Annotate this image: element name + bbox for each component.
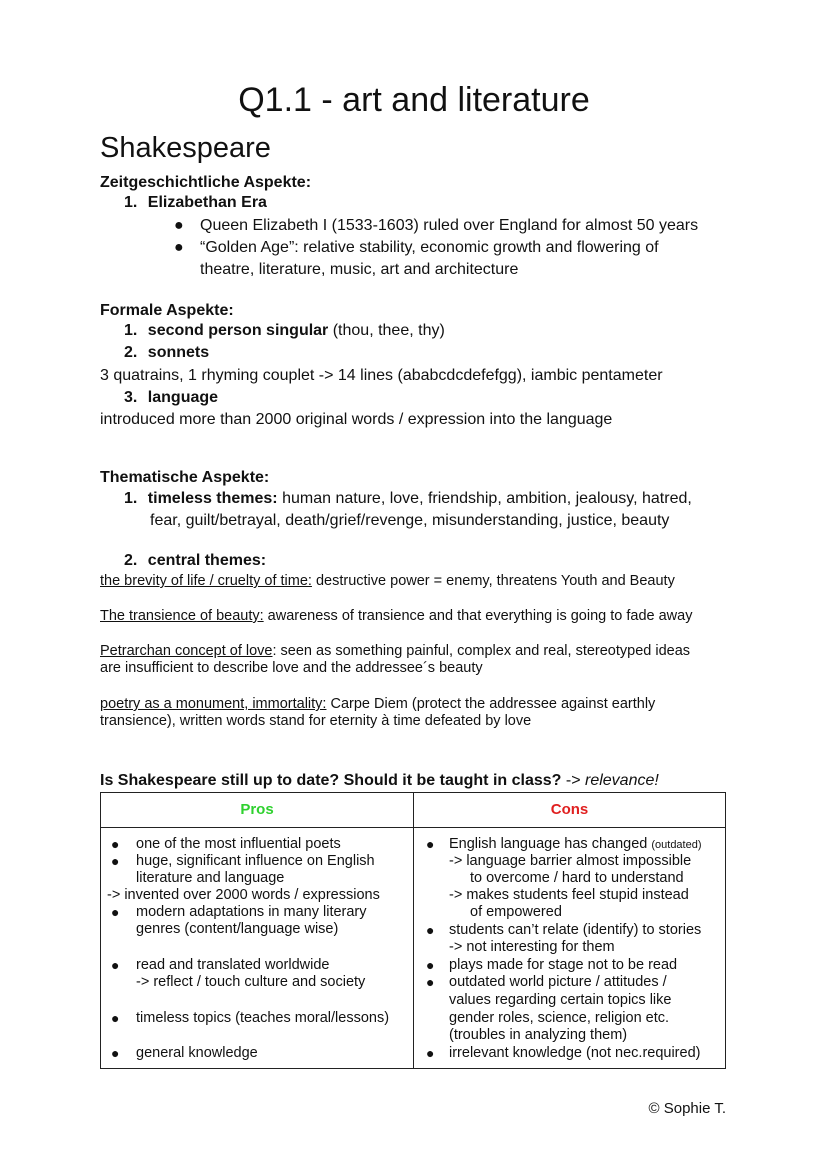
- bullet-icon: ●: [111, 904, 120, 920]
- pros-item: timeless topics (teaches moral/lessons): [136, 1010, 390, 1026]
- list-item-timeless-themes: [124, 488, 692, 510]
- bullet-text: “Golden Age”: relative stability, economic growth and flowering of: [200, 239, 659, 256]
- bullet-text: Queen Elizabeth I (1533-1603) ruled over England for almost 50 years: [200, 217, 699, 234]
- theme-text: awareness of transience and that everything is going to fade away: [263, 608, 693, 624]
- pros-item: huge, significant influence on English: [136, 853, 375, 869]
- list-text-continued: fear, guilt/betrayal, death/grief/revenge, misunderstanding, justice, beauty: [150, 512, 670, 529]
- bullet-item: [174, 215, 698, 237]
- cons-item: students can’t relate (identify) to stories: [449, 922, 702, 938]
- list-number: 3.: [124, 389, 138, 406]
- list-number: 2.: [124, 552, 138, 569]
- pros-header: Pros: [240, 801, 274, 818]
- bullet-icon: ●: [426, 1045, 435, 1061]
- list-item-sonnets: [124, 342, 209, 364]
- cons-item: irrelevant knowledge (not nec.required): [449, 1045, 701, 1061]
- language-description: introduced more than 2000 original words / expression into the language: [100, 411, 613, 428]
- bullet-icon: ●: [174, 217, 184, 234]
- bullet-icon: ●: [111, 957, 120, 973]
- theme-text-continued: transience), written words stand for eternity à time defeated by love: [100, 713, 532, 729]
- list-label: central themes:: [147, 552, 267, 569]
- bullet-icon: ●: [111, 836, 120, 852]
- pros-cell: [101, 828, 414, 1069]
- theme-text: : seen as something painful, complex and real, stereotyped ideas: [272, 643, 691, 659]
- pros-item: modern adaptations in many literary: [136, 904, 367, 920]
- page-title: Q1.1 - art and literature: [238, 81, 590, 119]
- pros-item: one of the most influential poets: [136, 836, 341, 852]
- list-label: Elizabethan Era: [147, 194, 267, 211]
- cons-header-cell: [414, 793, 726, 828]
- bullet-text-continued: theatre, literature, music, art and architecture: [200, 261, 519, 278]
- list-text: (thou, thee, thy): [328, 322, 445, 339]
- list-number: 2.: [124, 344, 138, 361]
- cons-cell: [414, 828, 726, 1069]
- pros-item-note: -> reflect / touch culture and society: [136, 974, 366, 990]
- bullet-icon: ●: [426, 957, 435, 973]
- cons-item: plays made for stage not to be read: [449, 957, 678, 973]
- theme-title: poetry as a monument, immortality:: [100, 696, 327, 712]
- bullet-icon: ●: [426, 974, 435, 990]
- section-title-shakespeare: Shakespeare: [100, 132, 271, 164]
- list-number: 1.: [124, 490, 138, 507]
- cons-item-small: (outdated): [651, 839, 702, 851]
- cons-item-note: -> makes students feel stupid instead: [449, 887, 689, 903]
- bullet-icon: ●: [111, 1010, 120, 1026]
- cons-item: outdated world picture / attitudes /: [449, 974, 667, 990]
- list-text: human nature, love, friendship, ambition, jealousy, hatred,: [277, 490, 692, 507]
- bullet-icon: ●: [174, 239, 184, 256]
- pros-item-continued: literature and language: [136, 870, 285, 886]
- theme-title: Petrarchan concept of love: [100, 643, 273, 659]
- cons-item-note: -> language barrier almost impossible: [449, 853, 692, 869]
- theme-title: The transience of beauty:: [100, 608, 264, 624]
- list-item-elizabethan-era: [124, 192, 267, 214]
- cons-item-continued: to overcome / hard to understand: [470, 870, 684, 886]
- theme-text: destructive power = enemy, threatens Youth and Beauty: [311, 573, 675, 589]
- bullet-icon: ●: [111, 1045, 120, 1061]
- cons-item-continued: gender roles, science, religion etc.: [449, 1010, 670, 1026]
- list-label: language: [147, 389, 219, 406]
- bullet-icon: ●: [426, 922, 435, 938]
- pros-item: general knowledge: [136, 1045, 258, 1061]
- cons-item-continued: (troubles in analyzing them): [449, 1027, 628, 1043]
- theme-transience-of-beauty: [100, 608, 692, 625]
- list-item-central-themes: [124, 550, 266, 572]
- list-number: 1.: [124, 194, 138, 211]
- cons-item-continued: of empowered: [470, 904, 562, 920]
- cons-item-continued: values regarding certain topics like: [449, 992, 672, 1008]
- heading-formale-aspekte: Formale Aspekte:: [100, 302, 234, 319]
- cons-item-text: English language has changed: [449, 836, 652, 852]
- theme-petrarchan-love: [100, 643, 690, 660]
- relevance-question: [100, 770, 659, 792]
- pros-header-cell: [101, 793, 414, 828]
- list-item-second-person: [124, 320, 445, 342]
- theme-text: Carpe Diem (protect the addressee against earthly: [326, 696, 656, 712]
- pros-cons-table: [100, 792, 726, 1069]
- cons-item: [449, 836, 702, 854]
- pros-item-continued: genres (content/language wise): [136, 921, 339, 937]
- list-item-language: [124, 387, 218, 409]
- bullet-icon: ●: [111, 853, 120, 869]
- heading-thematische-aspekte: Thematische Aspekte:: [100, 469, 270, 486]
- pros-item-note: -> invented over 2000 words / expressions: [107, 887, 380, 903]
- theme-text-continued: are insufficient to describe love and the addressee´s beauty: [100, 660, 483, 676]
- question-text: Is Shakespeare still up to date? Should it be taught in class?: [100, 772, 562, 789]
- arrow-text: ->: [561, 772, 585, 789]
- cons-item-note: -> not interesting for them: [449, 939, 615, 955]
- list-label: timeless themes:: [147, 490, 278, 507]
- copyright-footer: © Sophie T.: [648, 1100, 726, 1117]
- bullet-icon: ●: [426, 836, 435, 852]
- sonnets-description: 3 quatrains, 1 rhyming couplet -> 14 lines (ababcdcdefefgg), iambic pentameter: [100, 367, 663, 384]
- bullet-item: [174, 237, 659, 259]
- theme-title: the brevity of life / cruelty of time:: [100, 573, 312, 589]
- theme-brevity-of-life: [100, 573, 675, 590]
- list-number: 1.: [124, 322, 138, 339]
- list-label: sonnets: [147, 344, 210, 361]
- list-label: second person singular: [147, 322, 329, 339]
- heading-zeitgeschichtliche-aspekte: Zeitgeschichtliche Aspekte:: [100, 174, 312, 191]
- pros-item: read and translated worldwide: [136, 957, 330, 973]
- cons-header: Cons: [550, 801, 589, 818]
- theme-poetry-monument: [100, 696, 655, 713]
- relevance-tag: relevance!: [584, 772, 659, 789]
